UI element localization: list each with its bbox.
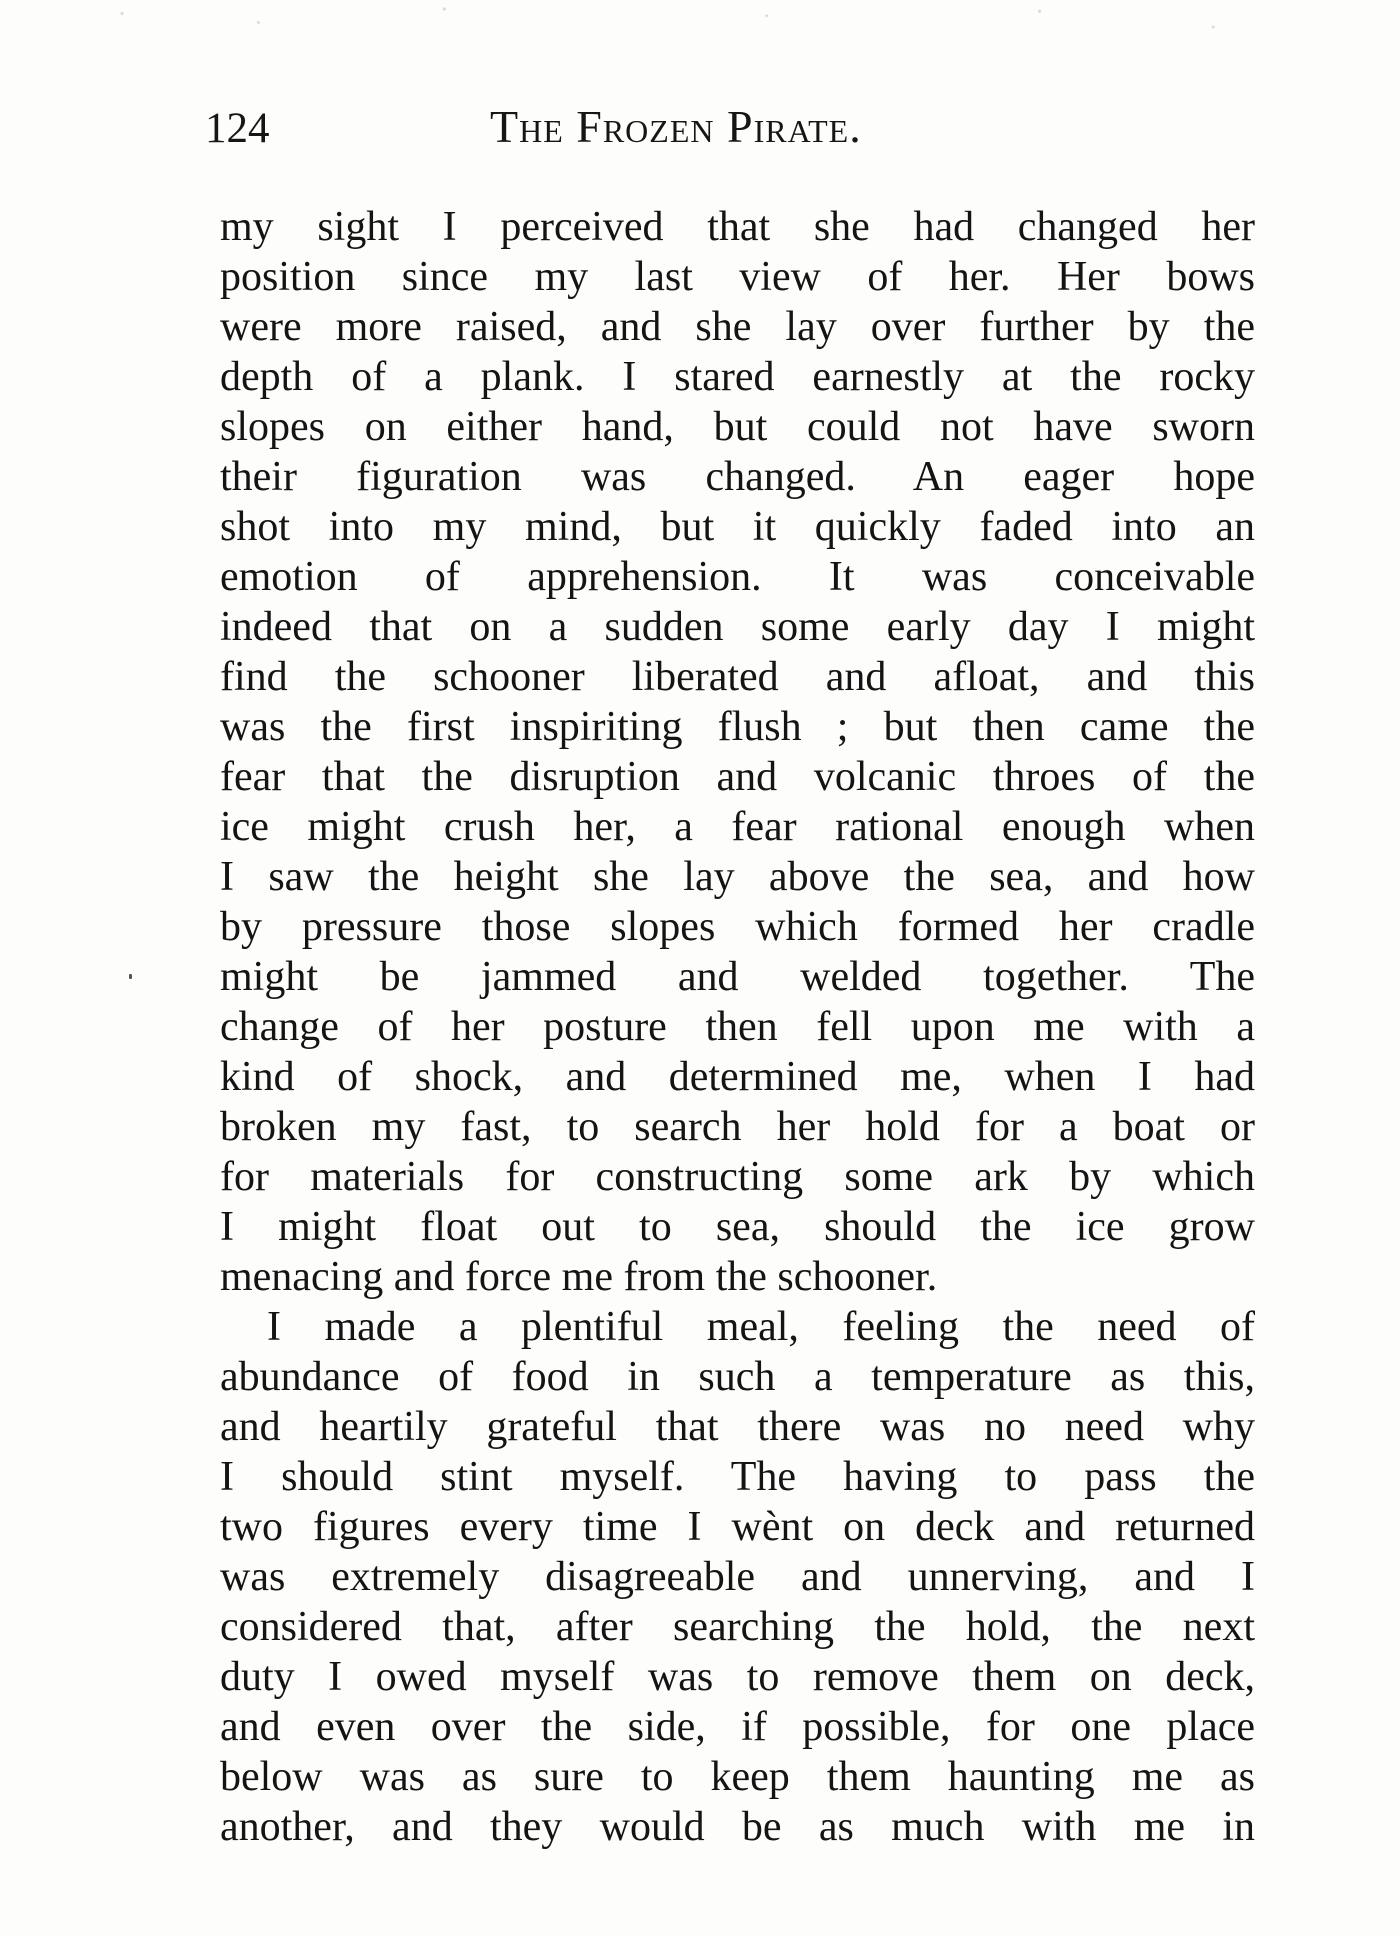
text-line: slopes on either hand, but could not have sworn [220, 404, 1255, 450]
page-number: 124 [205, 105, 270, 152]
body-text [220, 202, 1255, 1852]
text-line: shot into my mind, but it quickly faded into an [220, 504, 1255, 550]
text-line: was the first inspiriting flush ; but then came the [220, 704, 1255, 750]
ink-mark-decoration [129, 974, 132, 979]
text-line: abundance of food in such a temperature as this, [220, 1354, 1255, 1400]
text-line: change of her posture then fell upon me with a [220, 1004, 1255, 1050]
running-title: The Frozen Pirate. [490, 101, 862, 152]
text-line: broken my fast, to search her hold for a boat or [220, 1104, 1255, 1150]
text-line: duty I owed myself was to remove them on deck, [220, 1654, 1255, 1700]
text-line: by pressure those slopes which formed her cradle [220, 904, 1255, 950]
text-line: I should stint myself. The having to pass the [220, 1454, 1255, 1500]
running-head [205, 86, 1245, 166]
text-line: find the schooner liberated and afloat, and this [220, 654, 1255, 700]
text-line: two figures every time I wènt on deck and returned [220, 1504, 1255, 1550]
paragraph-1 [220, 202, 1255, 1302]
text-line: fear that the disruption and volcanic throes of the [220, 754, 1255, 800]
text-line: indeed that on a sudden some early day I might [220, 604, 1255, 650]
text-line: were more raised, and she lay over further by the [220, 304, 1255, 350]
text-line: I saw the height she lay above the sea, and how [220, 854, 1255, 900]
text-line: ice might crush her, a fear rational enough when [220, 804, 1255, 850]
paragraph-2 [220, 1302, 1255, 1852]
text-line: and heartily grateful that there was no need why [220, 1404, 1255, 1450]
text-line: another, and they would be as much with me in [220, 1804, 1255, 1850]
text-line: kind of shock, and determined me, when I had [220, 1054, 1255, 1100]
text-line: my sight I perceived that she had changed her [220, 204, 1255, 250]
text-line: I made a plentiful meal, feeling the need of [267, 1304, 1255, 1350]
text-line: for materials for constructing some ark by which [220, 1154, 1255, 1200]
scan-speckle-decoration [60, 0, 1300, 45]
text-line: emotion of apprehension. It was conceivable [220, 554, 1255, 600]
text-line: might be jammed and welded together. The [220, 954, 1255, 1000]
text-line: position since my last view of her. Her bows [220, 254, 1255, 300]
text-line: below was as sure to keep them haunting me as [220, 1754, 1255, 1800]
text-line: depth of a plank. I stared earnestly at the rocky [220, 354, 1255, 400]
text-line: considered that, after searching the hold, the next [220, 1604, 1255, 1650]
text-line: I might float out to sea, should the ice grow [220, 1204, 1255, 1250]
text-line: their figuration was changed. An eager hope [220, 454, 1255, 500]
text-line: and even over the side, if possible, for one place [220, 1704, 1255, 1750]
text-line: menacing and force me from the schooner. [220, 1254, 938, 1300]
text-line: was extremely disagreeable and unnerving, and I [220, 1554, 1255, 1600]
